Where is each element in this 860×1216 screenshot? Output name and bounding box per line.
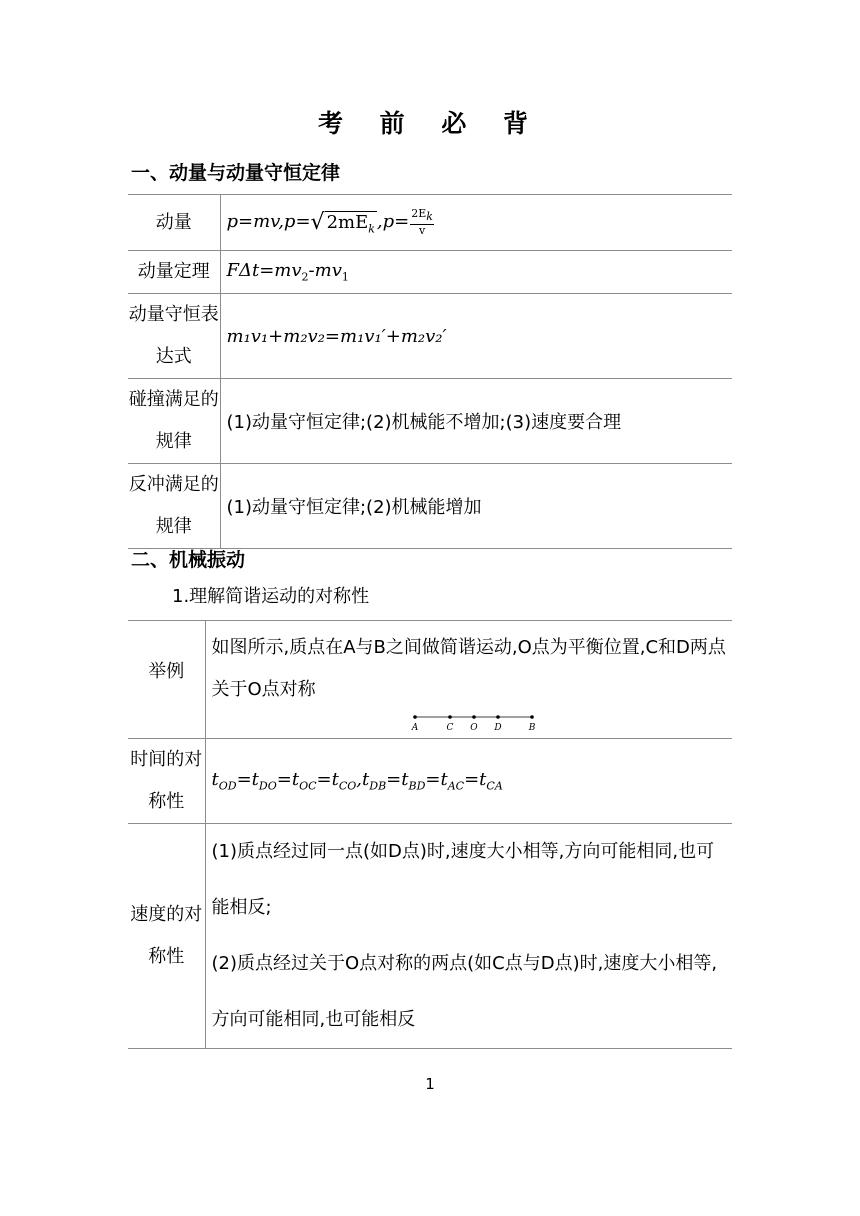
point-label-B: B [528,723,535,733]
conservation-formula: m₁v₁+m₂v₂=m₁v₁′+m₂v₂′ [220,294,732,379]
row-value: (1)动量守恒定律;(2)机械能不增加;(3)速度要合理 [220,379,732,464]
point-D [496,715,500,719]
row-label: 动量守恒表达式 [128,294,220,379]
row-label: 动量 [128,195,220,251]
subheading: 1.理解简谐运动的对称性 [172,586,370,607]
row-label: 反冲满足的规律 [128,464,220,549]
symmetry-table [128,620,732,1049]
time-symmetry-formula: $t_{OD}=t_{DO}=t_{OC}=t_{CO},t_{DB}=t_{BD}=t_{AC}=t_{CA}$ [205,739,732,824]
point-label-A: A [411,723,418,733]
table-row [128,251,732,294]
oscillation-diagram [212,711,732,733]
row-label: 碰撞满足的规律 [128,379,220,464]
page-title: 考 前 必 背 [317,109,543,138]
table-row [128,621,732,739]
page-number: 1 [425,1075,435,1093]
momentum-table [128,194,732,549]
row-label: 动量定理 [128,251,220,294]
momentum-formula: p=mv,p=√ $2mE_k$ ,p= $\frac{2E_k}{v}$ [220,195,732,251]
example-text: 如图所示,质点在A与B之间做简谐运动,O点为平衡位置,C和D两点关于O点对称 [211,637,726,700]
point-B [530,715,534,719]
impulse-formula: $F\Delta t=mv_2-mv_1$ [220,251,732,294]
table-row [128,195,732,251]
point-label-C: C [446,723,453,733]
section-heading-momentum: 一、动量与动量守恒定律 [131,162,341,184]
row-label: 时间的对称性 [128,739,205,824]
section-heading-vibration: 二、机械振动 [131,549,246,571]
point-A [413,715,417,719]
table-row [128,824,732,1049]
fraction: $\frac{2E_k}{v}$ [411,207,433,237]
velocity-point-2: (2)质点经过关于O点对称的两点(如C点与D点)时,速度大小相等,方向可能相同,也可能相反 [211,953,718,1030]
row-value: (1)动量守恒定律;(2)机械能增加 [220,464,732,549]
row-label: 举例 [128,621,205,739]
table-row [128,739,732,824]
point-label-O: O [469,723,478,733]
point-C [448,715,452,719]
table-row [128,379,732,464]
table-row [128,294,732,379]
point-O [472,715,476,719]
velocity-point-1: (1)质点经过同一点(如D点)时,速度大小相等,方向可能相同,也可能相反; [211,841,715,918]
point-label-D: D [493,723,502,733]
row-label: 速度的对称性 [128,824,205,1049]
table-row [128,464,732,549]
